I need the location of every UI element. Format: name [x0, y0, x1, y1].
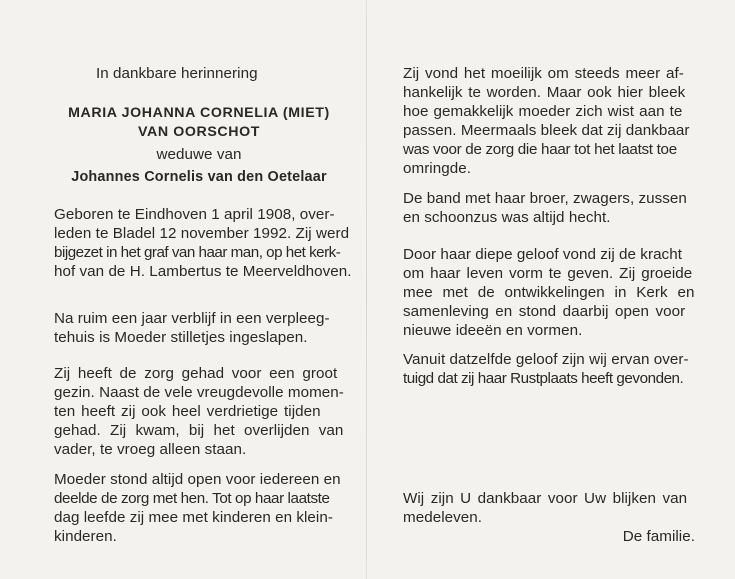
text-line: omringde.	[403, 160, 471, 177]
text-line: en schoonzus was altijd hecht.	[403, 209, 611, 226]
text-line: hankelijk te worden. Maar ook hier bleek	[403, 84, 686, 101]
dependence-paragraph	[403, 64, 695, 178]
open-paragraph	[54, 470, 344, 546]
text-line: nieuwe ideeën en vormen.	[403, 322, 583, 339]
text-line: Door haar diepe geloof vond zij de kracht	[403, 246, 682, 263]
text-line: deelde de zorg met hen. Tot op haar laatste	[54, 490, 330, 507]
text-line: medeleven.	[403, 509, 483, 526]
text-line: passen. Meermaals bleek dat zij dankbaar	[403, 122, 690, 139]
name-line: VAN OORSCHOT	[137, 124, 260, 140]
text-line: tuigd dat zij haar Rustplaats heeft gevonden.	[403, 370, 684, 387]
text-line: Na ruim een jaar verblijf in een verpleeg-	[54, 310, 330, 327]
card-fold	[366, 0, 367, 579]
deceased-name	[44, 104, 354, 142]
text-line: Vanuit datzelfde geloof zijn wij ervan over-	[403, 351, 689, 368]
signature: De familie.	[622, 528, 695, 545]
text-line: De band met haar broer, zwagers, zussen	[403, 190, 687, 207]
text-line: Wij zijn U dankbaar voor Uw blijken van	[403, 490, 688, 507]
care-paragraph	[54, 309, 344, 347]
faith-paragraph	[403, 245, 695, 340]
text-line: ten heeft zij ook heel verdrietige tijden	[54, 403, 321, 420]
intro-text: In dankbare herinnering	[96, 65, 258, 82]
thanks-paragraph	[403, 489, 695, 527]
text-line: tehuis is Moeder stilletjes ingeslapen.	[54, 329, 308, 346]
text-line: vader, te vroeg alleen staan.	[54, 441, 247, 458]
text-line: hof van de H. Lambertus te Meerveldhoven.	[54, 263, 352, 280]
text-line: Zij vond het moeilijk om steeds meer af-	[403, 65, 684, 82]
text-line: bijgezet in het graf van haar man, op het kerk-	[54, 244, 341, 261]
text-line: Zij heeft de zorg gehad voor een groot	[54, 365, 338, 382]
name-line: MARIA JOHANNA CORNELIA (MIET)	[68, 105, 330, 121]
birth-paragraph	[54, 205, 352, 281]
family-paragraph	[54, 364, 344, 459]
bond-paragraph	[403, 189, 695, 227]
text-line: was voor de zorg die haar tot het laatst toe	[403, 141, 677, 158]
text-line: mee met de ontwikkelingen in Kerk en	[403, 284, 695, 301]
text-line: leden te Bladel 12 november 1992. Zij werd	[54, 225, 350, 242]
text-line: om haar leven vorm te geven. Zij groeide	[403, 265, 693, 282]
relation-text: weduwe van	[156, 146, 242, 163]
text-line: samenleving en stond daarbij open voor	[403, 303, 686, 320]
text-line: dag leefde zij mee met kinderen en klein-	[54, 509, 333, 526]
text-line: hoe gemakkelijk moeder zich wist aan te	[403, 103, 683, 120]
text-line: Moeder stond altijd open voor iedereen en	[54, 471, 341, 488]
spouse-name: Johannes Cornelis van den Oetelaar	[71, 169, 327, 185]
text-line: kinderen.	[54, 528, 117, 545]
text-line: gehad. Zij kwam, bij het overlijden van	[54, 422, 344, 439]
belief-paragraph	[403, 350, 695, 388]
text-line: Geboren te Eindhoven 1 april 1908, over-	[54, 206, 335, 223]
text-line: gezin. Naast de vele vreugdevolle momen-	[54, 384, 344, 401]
